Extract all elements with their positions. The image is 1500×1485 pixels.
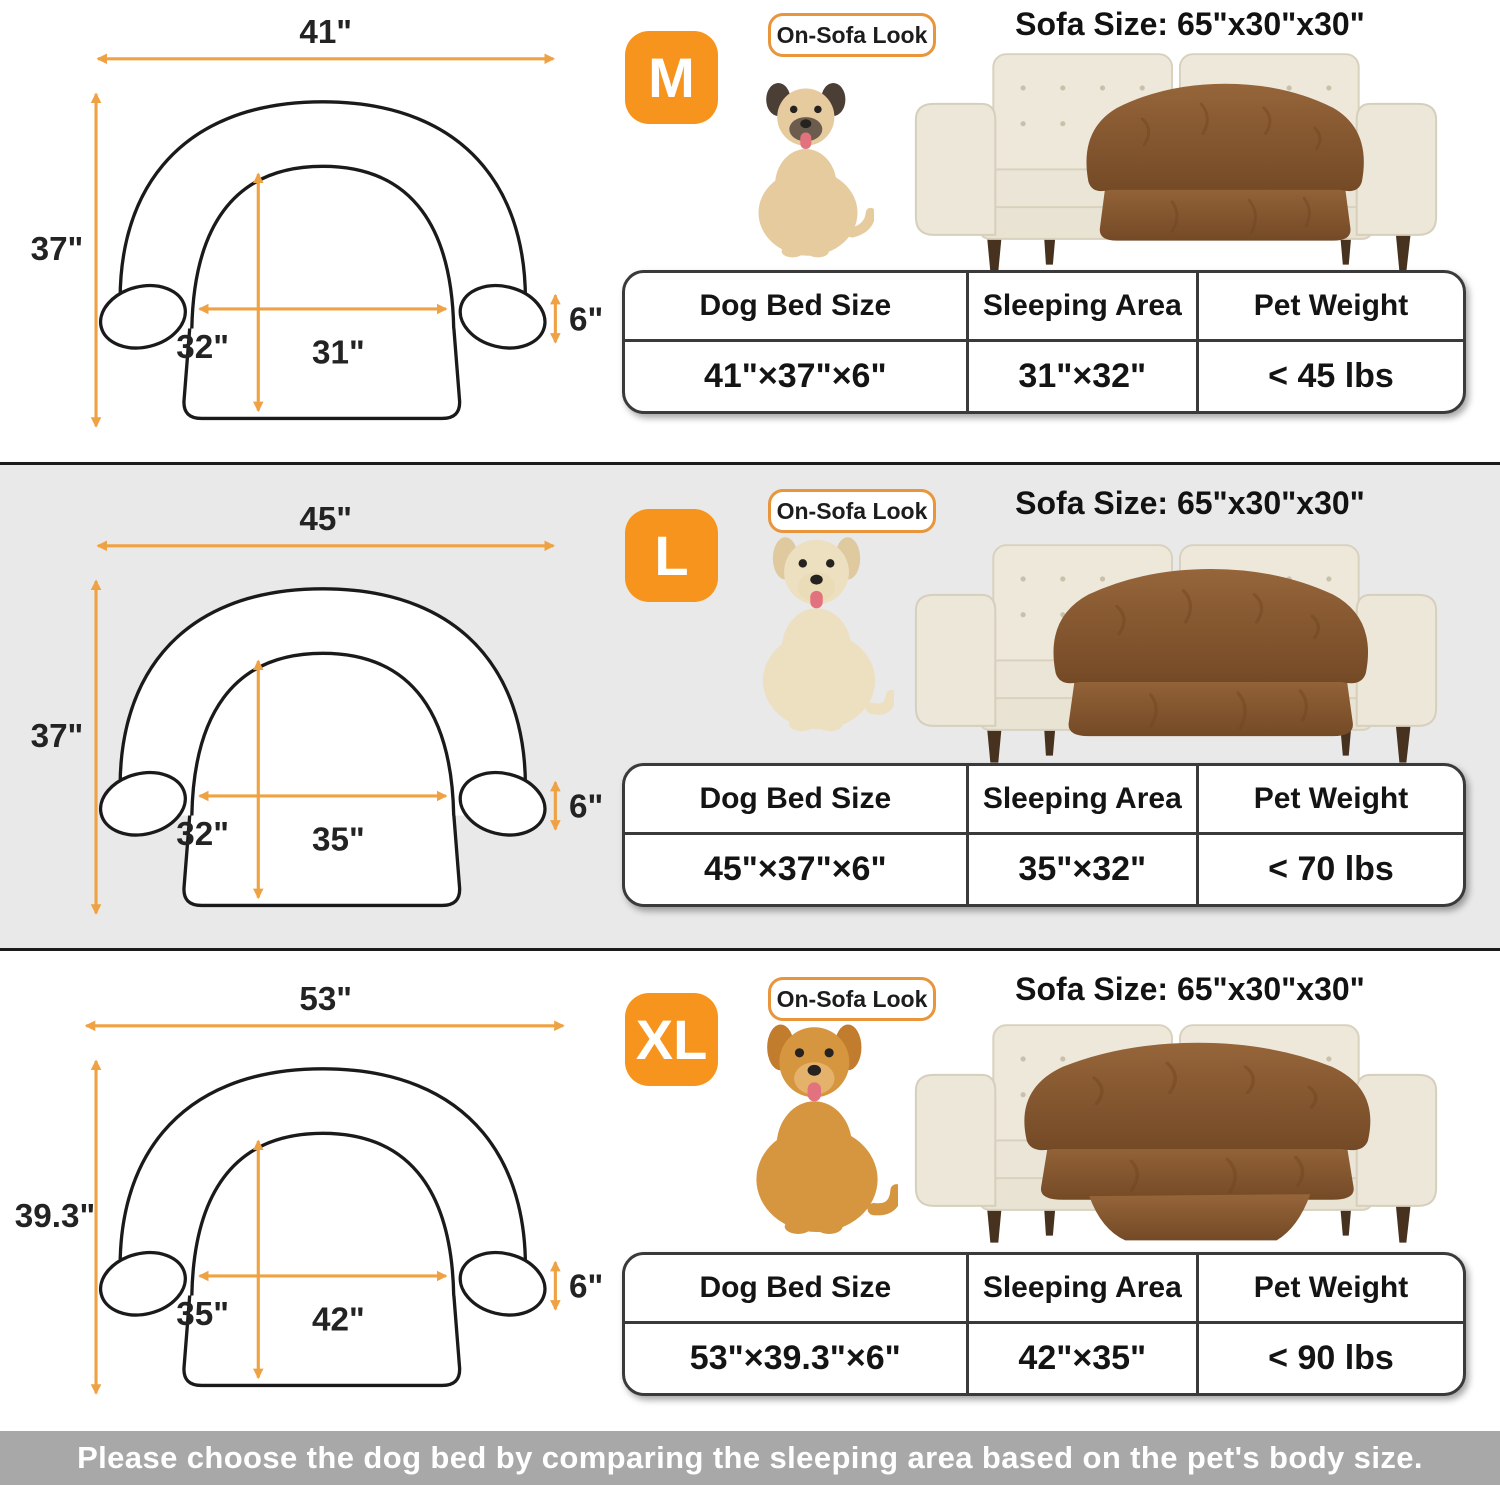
table-value-pet-weight: < 90 lbs: [1268, 1339, 1394, 1377]
table-header-dog-bed-size: Dog Bed Size: [625, 766, 969, 835]
table-header-dog-bed-size: Dog Bed Size: [625, 273, 969, 342]
table-header-sleeping-area: Sleeping Area: [969, 766, 1199, 835]
sofa-arm-right: [1357, 104, 1436, 235]
sofa-size-label: Sofa Size: 65"x30"x30": [1015, 6, 1365, 42]
sleep-height-label: 32": [176, 815, 229, 853]
on-sofa-look-badge: On-Sofa Look: [768, 489, 936, 533]
sofa-size-label: Sofa Size: 65"x30"x30": [1015, 485, 1365, 521]
sofa-arm-left: [916, 104, 995, 235]
overall-width-label: 45": [299, 501, 353, 539]
table-header-sleeping-area: Sleeping Area: [969, 273, 1199, 342]
sofa-size-label: Sofa Size: 65"x30"x30": [1015, 971, 1365, 1007]
table-value-dog-bed-size: 53"×39.3"×6": [625, 1324, 969, 1393]
overall-height-label: 39.3": [14, 1198, 96, 1236]
overall-width-label: 41": [299, 14, 353, 52]
labrador-illustration: [744, 521, 894, 733]
bed-dimension-diagram: [12, 971, 614, 1407]
dog-tail: [874, 1190, 897, 1209]
bolster-dome-fill: [120, 1069, 525, 1296]
sofa-arm-left: [916, 1075, 995, 1206]
pet-bed-cover: [1053, 569, 1368, 736]
sofa-arm-right: [1357, 595, 1436, 726]
table-value-dog-bed-size: 41"×37"×6": [625, 342, 969, 411]
footer-note: Please choose the dog bed by comparing the sleeping area based on the pet's body size.: [0, 1431, 1500, 1485]
size-badge-xl: XL: [625, 993, 718, 1086]
sofa-with-bed-illustration: [898, 26, 1454, 275]
size-section-xl: [0, 951, 1500, 1431]
pug-illustration: [742, 72, 874, 259]
overall-height-label: 37": [30, 718, 84, 756]
table-value-pet-weight: < 45 lbs: [1268, 357, 1394, 395]
size-badge-m: M: [625, 31, 718, 124]
bolster-height-label: 6": [569, 301, 604, 339]
table-header-pet-weight: Pet Weight: [1199, 1255, 1463, 1324]
bolster-height-label: 6": [569, 788, 604, 826]
sleep-width-label: 35": [312, 821, 365, 859]
table-header-pet-weight: Pet Weight: [1199, 766, 1463, 835]
table-value-sleeping-area: 35"×32": [969, 835, 1199, 904]
on-sofa-look-badge: On-Sofa Look: [768, 977, 936, 1021]
sofa-arm-right: [1357, 1075, 1436, 1206]
table-value-dog-bed-size: 45"×37"×6": [625, 835, 969, 904]
table-header-pet-weight: Pet Weight: [1199, 273, 1463, 342]
golden-retriever-illustration: [736, 1007, 898, 1236]
bolster-dome-fill: [120, 589, 525, 816]
sleep-height-label: 35": [176, 1295, 229, 1333]
sofa-with-bed-illustration: [898, 517, 1454, 766]
table-value-sleeping-area: 31"×32": [969, 342, 1199, 411]
table-value-pet-weight: < 70 lbs: [1268, 850, 1394, 888]
dog-tail: [871, 696, 891, 710]
sleep-width-label: 31": [312, 334, 365, 372]
pet-bed-front-drape: [1089, 1194, 1310, 1240]
overall-height-label: 37": [30, 231, 84, 269]
size-table: [622, 270, 1466, 414]
table-header-sleeping-area: Sleeping Area: [969, 1255, 1199, 1324]
table-value-sleeping-area: 42"×35": [969, 1324, 1199, 1393]
size-badge-l: L: [625, 509, 718, 602]
bolster-dome-fill: [120, 102, 525, 329]
sleep-height-label: 32": [176, 328, 229, 366]
on-sofa-look-badge: On-Sofa Look: [768, 13, 936, 57]
sofa-arm-left: [916, 595, 995, 726]
size-section-m: [0, 0, 1500, 462]
bed-dimension-diagram: [12, 491, 614, 927]
sofa-with-bed-illustration: [898, 997, 1454, 1246]
sleep-width-label: 42": [312, 1301, 365, 1339]
size-section-l: [0, 465, 1500, 948]
pet-bed-cover: [1086, 84, 1363, 241]
bed-dimension-diagram: [12, 4, 614, 440]
size-table: [622, 1252, 1466, 1396]
overall-width-label: 53": [299, 981, 353, 1019]
bolster-height-label: 6": [569, 1268, 604, 1306]
size-table: [622, 763, 1466, 907]
table-header-dog-bed-size: Dog Bed Size: [625, 1255, 969, 1324]
